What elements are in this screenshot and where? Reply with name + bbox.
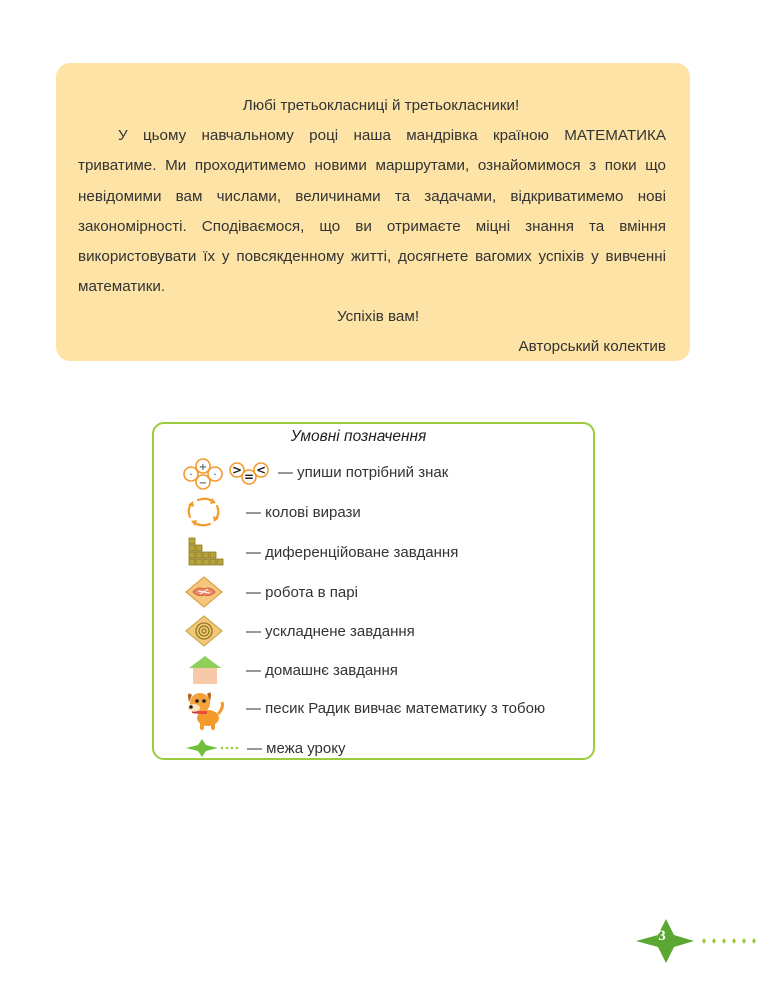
legend-item-text: — колові вирази — [246, 504, 361, 521]
legend-item-text: — упиши потрібний знак — [278, 464, 449, 481]
spiral-diamond-icon — [184, 615, 224, 647]
legend-item-text: — ускладнене завдання — [246, 623, 415, 640]
greater-glyph: > — [231, 463, 243, 477]
greeting-wish: Успіхів вам! — [336, 308, 420, 326]
operation-signs-icon — [180, 457, 274, 491]
less-glyph: < — [255, 463, 267, 477]
legend-item-pair-work — [154, 576, 593, 610]
legend-title: Умовні позначення — [290, 428, 427, 445]
legend-item-dog — [154, 688, 593, 732]
legend-item-text: — межа уроку — [247, 740, 346, 757]
legend-item-text: — робота в парі — [246, 584, 358, 601]
legend-item-text: — песик Радик вивчає математику з тобою — [246, 700, 546, 717]
greeting-box — [56, 63, 690, 361]
legend-item-homework — [154, 654, 593, 688]
greeting-title: Любі третьокласниці й третьокласники! — [242, 97, 520, 114]
plus-glyph: + — [198, 462, 208, 473]
legend-item-circular — [154, 496, 593, 530]
handshake-icon — [184, 576, 224, 608]
lesson-boundary-icon — [184, 738, 240, 758]
dog-radyk-icon — [180, 688, 226, 732]
legend-item-differentiated — [154, 536, 593, 570]
dot-glyph: · — [189, 470, 193, 481]
dot-glyph: · — [213, 470, 217, 481]
legend-box — [152, 422, 595, 760]
legend-item-operation-signs — [154, 456, 593, 490]
greeting-body: У цьому навчальному році наша мандрівка країною МАТЕМАТИКА триватиме. Ми проходитимемо новими маршрутами, ознайомимося з поки що невідомими вам числами, величинами та задачами, відкриватимемо нові закономірності. Сподіваємося, що ви отримаєте міцні знання та вміння використовувати їх у повсякденному житті, досягнете вагомих успіхів у вивченні математики. — [78, 127, 666, 296]
house-icon — [188, 654, 222, 686]
legend-item-complicated — [154, 615, 593, 649]
page-number: 3 — [658, 928, 666, 944]
legend-item-text: — диференційоване завдання — [246, 544, 459, 561]
legend-item-text: — домашнє завдання — [246, 662, 398, 679]
equals-glyph: = — [243, 470, 255, 484]
circular-arrows-icon — [184, 496, 224, 528]
legend-item-lesson-boundary — [154, 734, 593, 768]
greeting-signature: Авторський колектив — [518, 337, 666, 355]
staircase-blocks-icon — [188, 536, 224, 568]
minus-glyph: − — [198, 478, 208, 489]
